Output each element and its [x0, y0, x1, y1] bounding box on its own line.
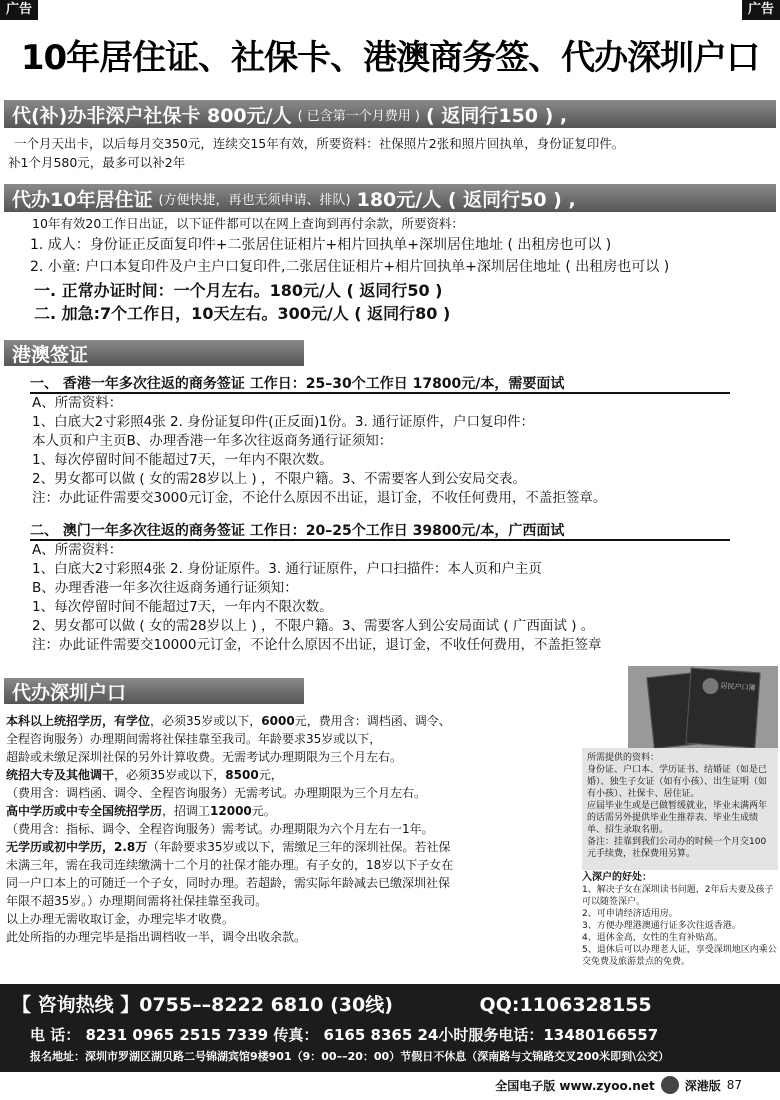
juzhu-banner-note: (方便快捷，再也无须申请、排队): [158, 192, 351, 208]
phone-row: 电 话： 8231 0965 2515 7339 传真： 6165 8365 24小时服务电话：13480166557: [30, 1026, 659, 1044]
hukou-line: 超龄或未缴足深圳社保的另外计算收费。无需考试办理期限为三个月左右。: [6, 750, 403, 764]
benefit-item: 4、退休金高，女性的生育补贴高。: [582, 933, 723, 943]
hukou-details: [6, 712, 566, 946]
hk-line: 1、白底大2寸彩照4张 2. 身份证复印件(正反面)1份。3. 通行证原件，户口复印件：: [32, 414, 535, 430]
booklet-front: [685, 668, 760, 748]
juzhu-banner: [4, 184, 776, 212]
benefit-item: 3、方便办理港澳通行证多次往返香港。: [582, 921, 741, 931]
hukou-line: 本科以上统招学历，有学位，必须35岁或以下，6000元，费用含：调档函、调令、: [6, 714, 451, 728]
page-footer: [495, 1076, 742, 1094]
hukou-line: 此处所指的办理完毕是指出调档收一半，调令出收余款。: [6, 930, 307, 944]
hukou-line: （费用含：指标、调令、全程咨询服务）需考试。办理期限为六个月左右一1年。: [6, 822, 434, 836]
publisher-logo-icon: [661, 1076, 679, 1094]
hk-line: 注：办此证件需要交3000元订金，不论什么原因不出证，退订金，不收任何费用，不盖拒签章。: [32, 490, 607, 506]
shebao-line-2: 补1个月580元，最多可以补2年: [8, 155, 186, 170]
address-row: 报名地址：深圳市罗湖区湖贝路二号锦湖宾馆9楼901（9：00––20：00）节假日不休息（深南路与文锦路交叉200米即到\公交）: [30, 1050, 670, 1063]
contact-footer: [0, 984, 780, 1072]
mo-line: 注：办此证件需要交10000元订金，不论什么原因不出证，退订金，不收任何费用，不盖拒签章: [32, 637, 602, 653]
juzhu-line-1: 10年有效20工作日出证，以下证件都可以在网上查询到再付余款，所要资料：: [32, 216, 464, 231]
benefits-title: 入深户的好处：: [582, 872, 652, 883]
national-emblem-icon: [702, 678, 719, 695]
edition-label: 全国电子版 www.zyoo.net: [495, 1078, 655, 1093]
ad-label-left: 广告: [0, 0, 38, 20]
hotline-row: [12, 990, 652, 1017]
hukou-section-header: [4, 678, 304, 704]
region-label: 深港版: [684, 1078, 721, 1093]
juzhu-banner-price: 180元/人 ( 返同行50 ) ,: [356, 188, 576, 211]
benefit-item: 5、退休后可以办理老人证，享受深圳地区内乘公交免费及旅游景点的免费。: [582, 945, 777, 967]
juzhu-option-urgent: 二. 加急:7个工作日，10天左右。300元/人 ( 返同行80 ): [34, 304, 451, 323]
mo-line: 2、男女都可以做 ( 女的需28岁以上 ) ，不限户籍。3、需要客人到公安局面试 ( 广西面试 ) 。: [32, 618, 595, 634]
gangao-section-title: 港澳签证: [12, 343, 89, 366]
required-documents-box: 所需提供的资料： 身份证、户口本、学历证书、结婚证（如是已婚）、独生子女证（如有小孩）、出生证明（如有小孩）、社保卡、居住证。 应届毕业生或是已做暂缓就业，毕业未满两年的话需另外提供毕业生推荐表、毕业生成绩单、招生录取名册。 备注：挂靠到我们公司办的时候一个月交100元手续费，社保费用另算。: [582, 748, 778, 870]
hukou-line: 年限不超35岁。）办理期间需将社保挂靠至我司。: [6, 894, 268, 908]
shebao-banner-title: 代(补)办非深户社保卡 800元/人: [12, 104, 292, 127]
juzhu-line-2: 1. 成人：身份证正反面复印件+二张居住证相片+相片回执单+深圳居住地址 ( 出租房也可以 ): [30, 237, 612, 253]
hotline: 【 咨询热线 】0755––8222 6810 (30线): [12, 994, 393, 1016]
hukou-line: 同一户口本上的可随迁一个子女，同时办理。若超龄，需实际年龄减去已缴深圳社保: [6, 876, 451, 890]
shebao-banner: [4, 100, 776, 128]
qq-number: QQ:1106328155: [479, 994, 652, 1016]
page-number: 87: [726, 1078, 742, 1092]
hukou-benefits: [582, 872, 778, 968]
hukou-line: 高中学历或中专全国统招学历，招调工12000元。: [6, 804, 276, 818]
hukou-line: 统招大专及其他调干，必须35岁或以下，8500元，: [6, 768, 283, 782]
shebao-banner-note: ( 已含第一个月费用 ): [297, 108, 421, 124]
hukou-line: （费用含：调档函、调令、全程咨询服务）无需考试。办理期限为三个月左右。: [6, 786, 427, 800]
gangao-section-header: [4, 340, 304, 366]
hk-line: A、所需资料：: [32, 395, 123, 411]
hk-line: 本人页和户主页B、办理香港一年多次往返商务通行证须知：: [32, 433, 393, 449]
hukou-booklet-photo: [628, 666, 778, 748]
mo-visa-title: 二、 澳门一年多次往返的商务签证 工作日：20–25个工作日 39800元/本，广西面试: [30, 523, 565, 539]
juzhu-option-normal: 一. 正常办证时间：一个月左右。180元/人 ( 返同行50 ): [34, 281, 443, 300]
mo-line: A、所需资料：: [32, 542, 123, 558]
hk-visa-title: 一、 香港一年多次往返的商务签证 工作日：25–30个工作日 17800元/本，需要面试: [30, 376, 565, 392]
hukou-section-title: 代办深圳户口: [12, 681, 127, 704]
hk-line: 2、男女都可以做 ( 女的需28岁以上 ) ，不限户籍。3、不需要客人到公安局交表。: [32, 471, 527, 487]
mo-line: B、办理香港一年多次往返商务通行证须知：: [32, 580, 298, 596]
juzhu-banner-title: 代办10年居住证: [12, 188, 153, 211]
hukou-line: 以上办理无需收取订金，办理完毕才收费。: [6, 912, 235, 926]
mo-line: 1、白底大2寸彩照4张 2. 身份证原件。3. 通行证原件，户口扫描件：本人页和户主页: [32, 561, 542, 577]
benefit-item: 1、解决子女在深圳读书问题，2年后夫妻及孩子可以随签深户。: [582, 885, 774, 907]
hukou-line: 全程咨询服务）办理期间需将社保挂靠至我司。年龄要求35岁或以下，: [6, 732, 382, 746]
mo-line: 1、每次停留时间不能超过7天，一年内不限次数。: [32, 599, 333, 615]
benefit-item: 2、可申请经济适用房。: [582, 909, 678, 919]
juzhu-line-3: 2. 小童: 户口本复印件及户主户口复印件,二张居住证相片+相片回执单+深圳居住地址 ( 出租房也可以 ): [30, 259, 670, 275]
page-headline: 10年居住证、社保卡、港澳商务签、代办深圳户口: [20, 38, 760, 78]
shebao-line-1: 一个月天出卡，以后每月交350元，连续交15年有效，所要资料：社保照片2张和照片回执单，身份证复印件。: [14, 136, 625, 151]
hukou-line: 未满三年，需在我司连续缴满十二个月的社保才能办理。有子女的，18岁以下子女在: [6, 858, 454, 872]
booklet-title: 居民户口簿: [720, 681, 756, 693]
hk-line: 1、每次停留时间不能超过7天，一年内不限次数。: [32, 452, 333, 468]
hukou-line: 无学历或初中学历，2.8万（年龄要求35岁或以下，需缴足三年的深圳社保。若社保: [6, 840, 451, 854]
ad-label-right: 广告: [742, 0, 780, 20]
shebao-banner-rebate: ( 返同行150 ) ,: [426, 104, 568, 127]
